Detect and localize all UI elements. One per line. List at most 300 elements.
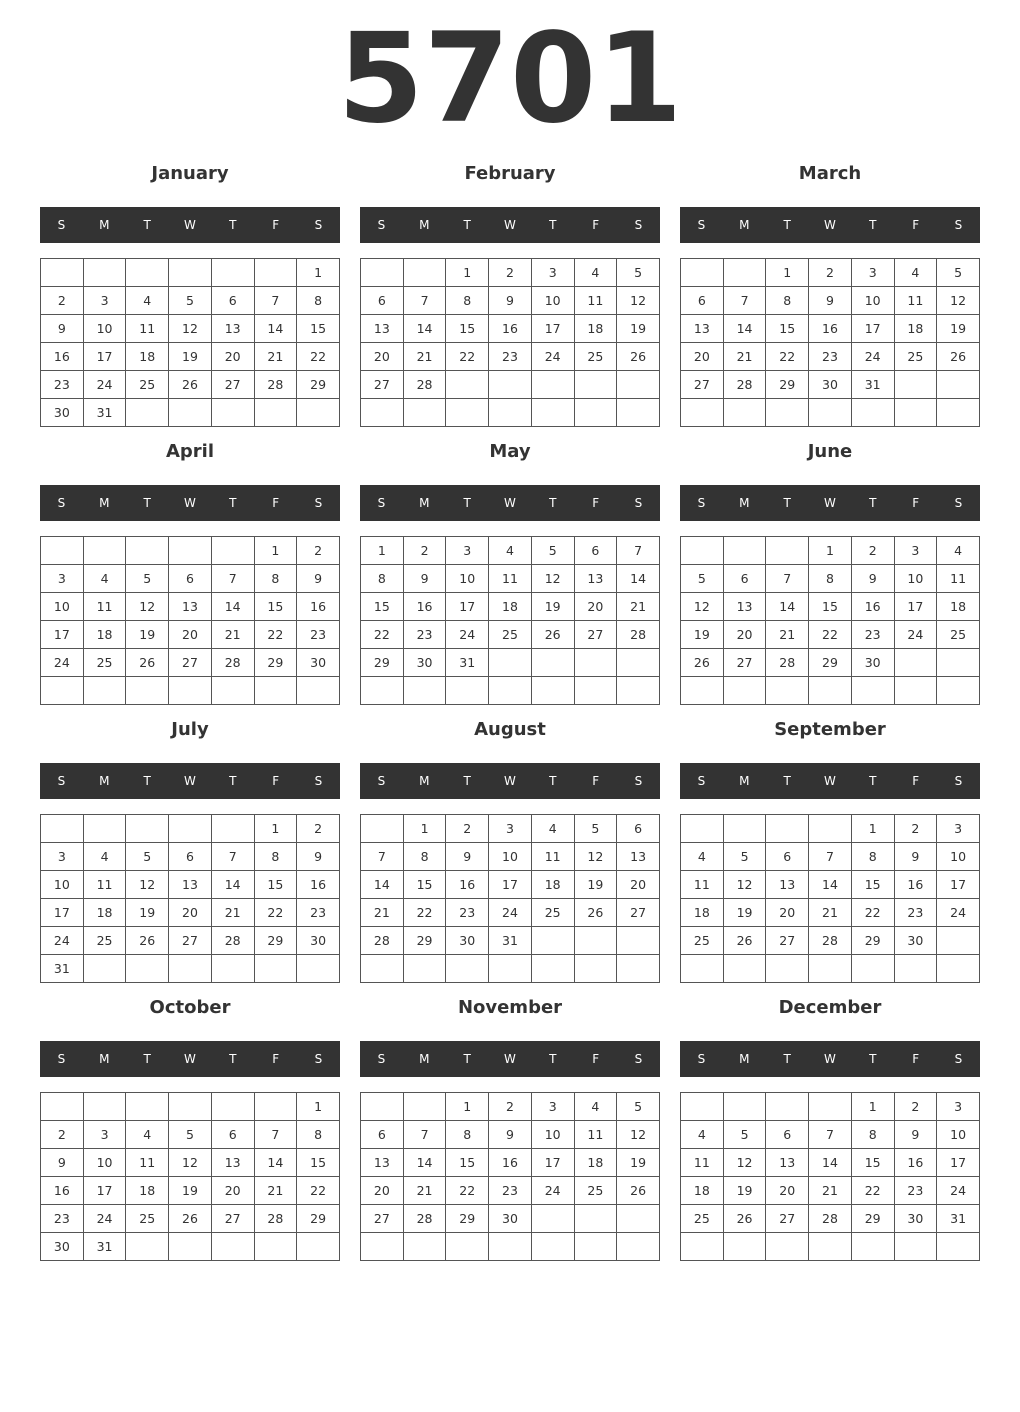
empty-day-cell (681, 537, 724, 565)
day-grid (680, 536, 980, 705)
day-grid (360, 814, 660, 983)
day-cell: 28 (254, 1205, 297, 1233)
day-cell: 22 (254, 621, 297, 649)
day-cell: 3 (41, 843, 84, 871)
day-cell: 6 (211, 1121, 254, 1149)
day-cell: 7 (403, 1121, 446, 1149)
weekday-label: S (377, 1052, 386, 1066)
day-cell: 13 (766, 1149, 809, 1177)
week-row (41, 343, 340, 371)
week-row (41, 259, 340, 287)
day-cell: 3 (851, 259, 894, 287)
day-cell: 25 (83, 927, 126, 955)
day-cell: 13 (617, 843, 660, 871)
empty-day-cell (83, 259, 126, 287)
empty-day-cell (937, 955, 980, 983)
day-cell: 14 (361, 871, 404, 899)
day-cell: 8 (851, 1121, 894, 1149)
week-row (41, 287, 340, 315)
day-cell: 28 (809, 1205, 852, 1233)
day-cell: 27 (361, 1205, 404, 1233)
day-cell: 19 (574, 871, 617, 899)
day-cell: 18 (531, 871, 574, 899)
week-row (41, 565, 340, 593)
day-cell: 10 (894, 565, 937, 593)
empty-day-cell (446, 399, 489, 427)
day-cell: 16 (446, 871, 489, 899)
empty-day-cell (41, 1093, 84, 1121)
weekday-header (360, 763, 660, 799)
empty-day-cell (169, 399, 212, 427)
day-cell: 14 (254, 315, 297, 343)
empty-day-cell (937, 927, 980, 955)
weekday-label: W (824, 496, 836, 510)
weekday-label: M (419, 218, 430, 232)
week-row (681, 899, 980, 927)
day-grid (40, 536, 340, 705)
day-cell: 30 (403, 649, 446, 677)
weekday-label: S (954, 1052, 963, 1066)
day-cell: 13 (169, 593, 212, 621)
weekday-label: S (954, 218, 963, 232)
day-cell: 15 (254, 593, 297, 621)
weekday-label: F (272, 1052, 280, 1066)
day-cell: 20 (723, 621, 766, 649)
empty-day-cell (681, 1233, 724, 1261)
week-row (41, 371, 340, 399)
day-cell: 14 (254, 1149, 297, 1177)
day-cell: 3 (894, 537, 937, 565)
weekday-header (360, 207, 660, 243)
empty-day-cell (489, 1233, 532, 1261)
month-name: June (807, 441, 853, 462)
empty-day-cell (809, 1093, 852, 1121)
week-row (41, 399, 340, 427)
day-cell: 1 (297, 1093, 340, 1121)
day-cell: 29 (809, 649, 852, 677)
day-cell: 25 (681, 1205, 724, 1233)
empty-day-cell (446, 371, 489, 399)
empty-day-cell (681, 955, 724, 983)
day-cell: 23 (41, 1205, 84, 1233)
weekday-label: T (869, 1052, 877, 1066)
weekday-label: T (783, 218, 791, 232)
day-cell: 3 (83, 1121, 126, 1149)
day-cell: 20 (574, 593, 617, 621)
day-cell: 12 (617, 1121, 660, 1149)
day-cell: 21 (766, 621, 809, 649)
day-cell: 11 (937, 565, 980, 593)
empty-day-cell (766, 677, 809, 705)
day-cell: 10 (489, 843, 532, 871)
day-cell: 22 (446, 343, 489, 371)
day-cell: 28 (254, 371, 297, 399)
weekday-label: S (314, 774, 323, 788)
week-row (361, 1205, 660, 1233)
empty-day-cell (574, 649, 617, 677)
day-cell: 26 (169, 1205, 212, 1233)
empty-day-cell (126, 1093, 169, 1121)
day-cell: 18 (126, 1177, 169, 1205)
day-cell: 20 (766, 1177, 809, 1205)
day-cell: 1 (446, 1093, 489, 1121)
day-cell: 23 (894, 1177, 937, 1205)
weekday-label: T (549, 218, 557, 232)
day-cell: 5 (617, 1093, 660, 1121)
day-cell: 7 (254, 287, 297, 315)
empty-day-cell (126, 955, 169, 983)
empty-day-cell (937, 371, 980, 399)
day-cell: 29 (851, 1205, 894, 1233)
week-row (681, 1177, 980, 1205)
week-row (361, 1093, 660, 1121)
day-cell: 9 (894, 843, 937, 871)
day-cell: 2 (446, 815, 489, 843)
empty-day-cell (574, 399, 617, 427)
day-cell: 26 (617, 343, 660, 371)
weekday-label: F (272, 218, 280, 232)
day-cell: 14 (723, 315, 766, 343)
day-cell: 2 (851, 537, 894, 565)
day-cell: 27 (169, 649, 212, 677)
empty-day-cell (297, 677, 340, 705)
day-cell: 24 (489, 899, 532, 927)
day-cell: 28 (723, 371, 766, 399)
week-row (41, 815, 340, 843)
day-cell: 1 (851, 815, 894, 843)
empty-day-cell (617, 1205, 660, 1233)
weekday-label: T (143, 218, 151, 232)
day-cell: 19 (617, 315, 660, 343)
day-cell: 16 (489, 315, 532, 343)
day-cell: 7 (361, 843, 404, 871)
empty-day-cell (766, 1093, 809, 1121)
empty-day-cell (617, 927, 660, 955)
day-cell: 4 (681, 1121, 724, 1149)
empty-day-cell (681, 259, 724, 287)
day-cell: 28 (403, 1205, 446, 1233)
day-cell: 24 (531, 1177, 574, 1205)
week-row (361, 371, 660, 399)
day-cell: 26 (723, 927, 766, 955)
day-cell: 12 (723, 1149, 766, 1177)
empty-day-cell (894, 371, 937, 399)
weekday-label: F (912, 218, 920, 232)
month-name: September (774, 719, 886, 740)
day-cell: 31 (83, 399, 126, 427)
empty-day-cell (809, 399, 852, 427)
day-cell: 2 (894, 1093, 937, 1121)
day-cell: 16 (41, 1177, 84, 1205)
day-cell: 21 (403, 1177, 446, 1205)
day-cell: 19 (169, 343, 212, 371)
day-cell: 12 (723, 871, 766, 899)
day-cell: 13 (361, 1149, 404, 1177)
day-cell: 5 (937, 259, 980, 287)
weekday-label: T (783, 496, 791, 510)
empty-day-cell (297, 399, 340, 427)
day-cell: 14 (766, 593, 809, 621)
week-row (41, 1177, 340, 1205)
weekday-label: T (869, 218, 877, 232)
day-cell: 29 (446, 1205, 489, 1233)
empty-day-cell (126, 677, 169, 705)
day-cell: 18 (937, 593, 980, 621)
day-cell: 13 (169, 871, 212, 899)
empty-day-cell (126, 259, 169, 287)
day-cell: 17 (851, 315, 894, 343)
month-name: November (457, 997, 563, 1018)
day-cell: 4 (574, 1093, 617, 1121)
day-cell: 30 (446, 927, 489, 955)
month-name: October (149, 997, 231, 1018)
week-row (681, 287, 980, 315)
day-cell: 8 (446, 287, 489, 315)
empty-day-cell (617, 371, 660, 399)
empty-day-cell (894, 955, 937, 983)
empty-day-cell (361, 1093, 404, 1121)
day-grid (360, 536, 660, 705)
empty-day-cell (681, 399, 724, 427)
day-cell: 10 (531, 1121, 574, 1149)
weekday-label: S (697, 218, 706, 232)
empty-day-cell (851, 955, 894, 983)
week-row (361, 871, 660, 899)
day-cell: 21 (254, 343, 297, 371)
day-cell: 1 (361, 537, 404, 565)
day-cell: 20 (169, 621, 212, 649)
week-row (681, 1149, 980, 1177)
day-cell: 28 (361, 927, 404, 955)
month-name: January (151, 163, 229, 184)
empty-day-cell (211, 1233, 254, 1261)
weekday-label: M (419, 496, 430, 510)
day-cell: 21 (809, 1177, 852, 1205)
day-cell: 29 (254, 927, 297, 955)
day-cell: 12 (126, 871, 169, 899)
week-row (361, 537, 660, 565)
day-cell: 18 (83, 899, 126, 927)
day-grid (680, 814, 980, 983)
day-cell: 28 (617, 621, 660, 649)
day-cell: 20 (169, 899, 212, 927)
weekday-label: M (739, 218, 750, 232)
empty-day-cell (297, 1233, 340, 1261)
empty-day-cell (403, 1093, 446, 1121)
day-cell: 20 (681, 343, 724, 371)
day-cell: 25 (574, 343, 617, 371)
day-grid (680, 1092, 980, 1261)
day-cell: 25 (489, 621, 532, 649)
day-cell: 27 (211, 1205, 254, 1233)
day-cell: 30 (809, 371, 852, 399)
empty-day-cell (361, 815, 404, 843)
day-cell: 18 (681, 899, 724, 927)
day-cell: 26 (126, 927, 169, 955)
day-cell: 24 (83, 1205, 126, 1233)
day-cell: 18 (574, 1149, 617, 1177)
day-cell: 18 (83, 621, 126, 649)
day-cell: 15 (851, 871, 894, 899)
week-row (361, 287, 660, 315)
day-cell: 16 (809, 315, 852, 343)
week-row (41, 1205, 340, 1233)
day-cell: 17 (83, 343, 126, 371)
weekday-label: S (377, 774, 386, 788)
empty-day-cell (83, 677, 126, 705)
week-row (41, 677, 340, 705)
weekday-label: T (229, 774, 237, 788)
day-cell: 9 (41, 315, 84, 343)
day-cell: 15 (254, 871, 297, 899)
day-cell: 15 (297, 1149, 340, 1177)
day-cell: 14 (211, 871, 254, 899)
weekday-label: F (912, 1052, 920, 1066)
day-cell: 21 (361, 899, 404, 927)
weekday-label: F (592, 1052, 600, 1066)
day-cell: 23 (403, 621, 446, 649)
empty-day-cell (531, 927, 574, 955)
empty-day-cell (41, 815, 84, 843)
day-cell: 22 (446, 1177, 489, 1205)
empty-day-cell (681, 815, 724, 843)
empty-day-cell (894, 399, 937, 427)
empty-day-cell (681, 677, 724, 705)
empty-day-cell (894, 677, 937, 705)
day-cell: 23 (851, 621, 894, 649)
day-cell: 12 (617, 287, 660, 315)
weekday-label: S (314, 1052, 323, 1066)
day-cell: 11 (126, 315, 169, 343)
day-cell: 13 (574, 565, 617, 593)
empty-day-cell (894, 1233, 937, 1261)
week-row (41, 593, 340, 621)
week-row (361, 649, 660, 677)
day-cell: 29 (361, 649, 404, 677)
empty-day-cell (723, 537, 766, 565)
week-row (361, 677, 660, 705)
day-cell: 13 (766, 871, 809, 899)
day-cell: 19 (723, 899, 766, 927)
day-cell: 11 (681, 1149, 724, 1177)
day-cell: 29 (297, 371, 340, 399)
empty-day-cell (211, 677, 254, 705)
day-cell: 30 (297, 649, 340, 677)
week-row (361, 843, 660, 871)
week-row (361, 955, 660, 983)
day-cell: 7 (723, 287, 766, 315)
day-cell: 15 (809, 593, 852, 621)
weekday-label: M (99, 496, 110, 510)
day-cell: 10 (937, 1121, 980, 1149)
day-cell: 3 (489, 815, 532, 843)
week-row (41, 927, 340, 955)
day-cell: 26 (126, 649, 169, 677)
day-cell: 17 (41, 899, 84, 927)
weekday-label: S (57, 218, 66, 232)
month-name: August (474, 719, 546, 740)
day-cell: 26 (937, 343, 980, 371)
day-cell: 6 (169, 843, 212, 871)
weekday-label: S (377, 218, 386, 232)
day-cell: 4 (681, 843, 724, 871)
day-cell: 27 (766, 927, 809, 955)
day-cell: 9 (851, 565, 894, 593)
day-cell: 2 (489, 259, 532, 287)
day-cell: 15 (851, 1149, 894, 1177)
week-row (361, 899, 660, 927)
day-cell: 21 (723, 343, 766, 371)
day-cell: 2 (403, 537, 446, 565)
empty-day-cell (617, 677, 660, 705)
week-row (681, 871, 980, 899)
week-row (41, 537, 340, 565)
empty-day-cell (574, 1233, 617, 1261)
empty-day-cell (809, 955, 852, 983)
weekday-label: T (783, 1052, 791, 1066)
weekday-label: T (463, 774, 471, 788)
day-cell: 26 (574, 899, 617, 927)
weekday-label: T (783, 774, 791, 788)
day-cell: 14 (403, 1149, 446, 1177)
weekday-label: S (634, 218, 643, 232)
day-cell: 10 (83, 1149, 126, 1177)
week-row (361, 1177, 660, 1205)
day-cell: 1 (254, 537, 297, 565)
week-row (681, 927, 980, 955)
day-cell: 22 (361, 621, 404, 649)
day-cell: 20 (361, 1177, 404, 1205)
week-row (681, 1233, 980, 1261)
day-cell: 23 (297, 621, 340, 649)
day-cell: 1 (446, 259, 489, 287)
week-row (681, 815, 980, 843)
day-cell: 9 (809, 287, 852, 315)
day-cell: 3 (83, 287, 126, 315)
empty-day-cell (766, 815, 809, 843)
week-row (41, 955, 340, 983)
day-cell: 10 (41, 871, 84, 899)
day-cell: 31 (83, 1233, 126, 1261)
day-cell: 3 (446, 537, 489, 565)
day-cell: 5 (126, 565, 169, 593)
empty-day-cell (489, 399, 532, 427)
day-cell: 8 (403, 843, 446, 871)
day-cell: 7 (403, 287, 446, 315)
day-cell: 8 (851, 843, 894, 871)
day-cell: 4 (83, 843, 126, 871)
day-cell: 19 (126, 899, 169, 927)
empty-day-cell (574, 677, 617, 705)
empty-day-cell (211, 1093, 254, 1121)
week-row (361, 927, 660, 955)
day-grid (360, 1092, 660, 1261)
day-cell: 13 (211, 315, 254, 343)
empty-day-cell (723, 399, 766, 427)
weekday-label: M (739, 774, 750, 788)
week-row (681, 1205, 980, 1233)
empty-day-cell (41, 537, 84, 565)
empty-day-cell (574, 927, 617, 955)
empty-day-cell (254, 1093, 297, 1121)
weekday-label: S (697, 1052, 706, 1066)
day-cell: 13 (681, 315, 724, 343)
day-cell: 25 (83, 649, 126, 677)
empty-day-cell (126, 537, 169, 565)
empty-day-cell (723, 955, 766, 983)
week-row (41, 621, 340, 649)
day-cell: 31 (851, 371, 894, 399)
